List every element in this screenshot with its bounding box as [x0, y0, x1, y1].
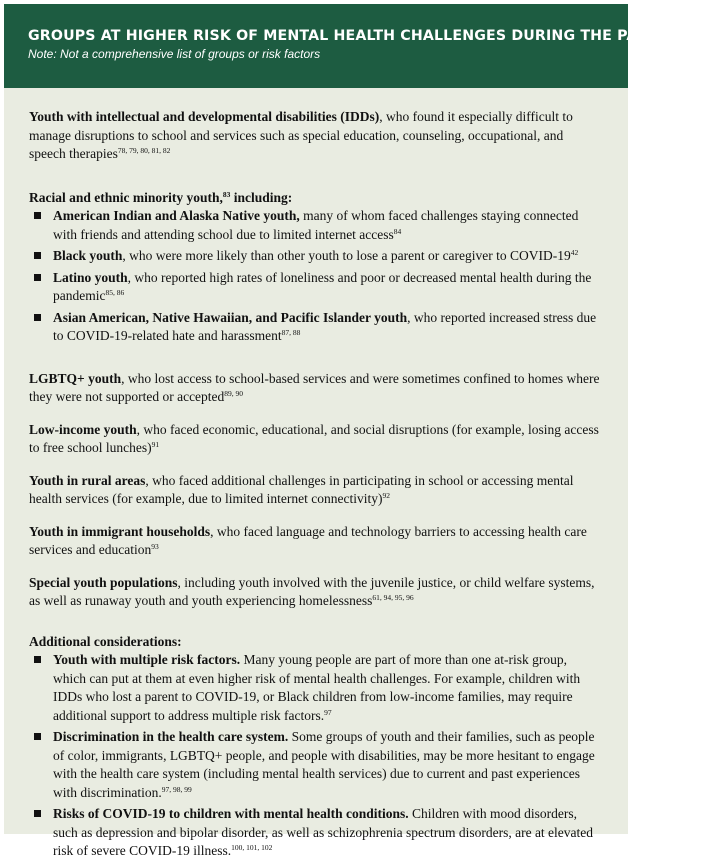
bullet-icon: [34, 274, 41, 281]
list-item-label: Risks of COVID-19 to children with mental health conditions.: [53, 806, 409, 821]
group-ref: 91: [151, 440, 160, 449]
group-label: LGBTQ+ youth: [29, 370, 122, 386]
bullet-icon: [34, 252, 41, 259]
group-racial: [29, 189, 600, 346]
group-text: , who faced additional challenges in participating in school or accessing mental health services (for example, due to limited internet connectivity): [29, 472, 574, 506]
list-item-text: many of whom faced challenges staying connected with friends and attending school due to limited internet access: [53, 208, 579, 242]
group-label: Low-income youth: [29, 421, 137, 437]
racial-heading: [29, 189, 600, 208]
list-item-label: Asian American, Native Hawaiian, and Pacific Islander youth: [53, 309, 408, 325]
racial-heading-tail: including:: [230, 189, 293, 205]
list-item-ref: 84: [393, 226, 402, 236]
bullet-icon: [34, 733, 41, 740]
list-item: [29, 651, 600, 725]
list-item-ref: 100, 101, 102: [231, 843, 273, 852]
additional-considerations: [29, 633, 600, 861]
group-paragraph: [29, 370, 600, 407]
list-item-text: Children with mood disorders, such as depression and bipolar disorder, as well as schizophrenia spectrum disorders, are at elevated risk of severe COVID-19 illness.: [53, 806, 594, 858]
group-ref: 93: [151, 542, 159, 551]
list-item-label: Youth with multiple risk factors.: [53, 652, 241, 667]
group-ref: 89, 90: [224, 389, 244, 398]
group-idd-label: Youth with intellectual and developmental disabilities (IDDs): [29, 109, 380, 124]
list-item-ref: 87, 88: [281, 328, 301, 337]
additional-list: [29, 651, 600, 861]
group-text: , including youth involved with the juvenile justice, or child welfare systems, as well as runaway youth and youth experiencing homelessness: [29, 574, 595, 608]
group-immigrant: [29, 523, 600, 560]
list-item-ref: 85, 86: [105, 288, 125, 297]
bullet-icon: [34, 810, 41, 817]
group-ref: 92: [382, 491, 390, 500]
group-idd-ref: 78, 79, 80, 81, 82: [117, 146, 171, 155]
list-item: [29, 247, 600, 266]
list-item-ref: 97: [324, 707, 332, 717]
list-item-text: , who reported high rates of loneliness and poor or decreased mental health during the pandemic: [53, 269, 592, 303]
list-item: [29, 269, 600, 306]
group-text: , who faced language and technology barriers to accessing health care services and education: [29, 523, 587, 557]
list-item: [29, 728, 600, 802]
group-paragraph: [29, 421, 600, 458]
group-text: , who faced economic, educational, and social disruptions (for example, losing access to free school lunches): [29, 421, 599, 455]
group-label: Youth in immigrant households: [29, 523, 211, 539]
list-item-label: Latino youth: [53, 269, 128, 285]
list-item: [29, 805, 600, 861]
group-low-income: [29, 421, 600, 458]
group-lgbtq: [29, 370, 600, 407]
group-paragraph: [29, 472, 600, 509]
group-label: Special youth populations: [29, 574, 178, 590]
group-label: Youth in rural areas: [29, 472, 146, 488]
group-text: , who lost access to school-based services and were sometimes confined to homes where they were not supported or accepted: [29, 370, 600, 404]
content-panel: [4, 88, 628, 858]
racial-heading-ref: 83: [222, 189, 231, 199]
bullet-icon: [34, 212, 41, 219]
list-item-ref: 42: [570, 248, 579, 257]
list-item: [29, 207, 600, 244]
group-rural: [29, 472, 600, 509]
group-idd-paragraph: [29, 108, 600, 164]
bullet-icon: [34, 656, 41, 663]
list-item-text: , who reported increased stress due to COVID-19-related hate and harassment: [53, 309, 597, 343]
list-item-label: American Indian and Alaska Native youth,: [53, 208, 300, 223]
header-banner: [4, 4, 702, 88]
page-title: GROUPS AT HIGHER RISK OF MENTAL HEALTH CHALLENGES DURING THE PANDEMIC: [28, 28, 702, 44]
racial-list: [29, 207, 600, 346]
list-item-label: Discrimination in the health care system.: [53, 729, 289, 744]
group-idd: [29, 108, 600, 164]
group-special: [29, 574, 600, 611]
group-paragraph: [29, 574, 600, 611]
group-ref: 61, 94, 95, 96: [372, 593, 414, 602]
bullet-icon: [34, 314, 41, 321]
list-item-text: Some groups of youth and their families, such as people of color, immigrants, LGBTQ+ people, and people with disabilities, may be more hesitant to engage with the health care system (including mental health services) due to current and past experiences with discrimination.: [53, 729, 595, 800]
racial-heading-text: Racial and ethnic minority youth,: [29, 189, 223, 205]
group-paragraph: [29, 523, 600, 560]
list-item-text: , who were more likely than other youth to lose a parent or caregiver to COVID-19: [122, 248, 571, 263]
list-item-label: Black youth: [53, 248, 123, 263]
additional-heading: Additional considerations:: [29, 633, 182, 649]
list-item-ref: 97, 98, 99: [161, 784, 192, 794]
list-item-text: Many young people are part of more than one at-risk group, which can put at them at even higher risk of mental health challenges. For example, children with IDDs who lost a parent to COVID-19, or Black children from low-income families, may require additional support to address multiple risk factors.: [53, 652, 581, 723]
header-note: Note: Not a comprehensive list of groups or risk factors: [28, 47, 321, 61]
list-item: [29, 309, 600, 346]
group-idd-text: , who found it especially difficult to manage disruptions to school and services such as special education, counseling, occupational, and speech therapies: [29, 109, 573, 161]
